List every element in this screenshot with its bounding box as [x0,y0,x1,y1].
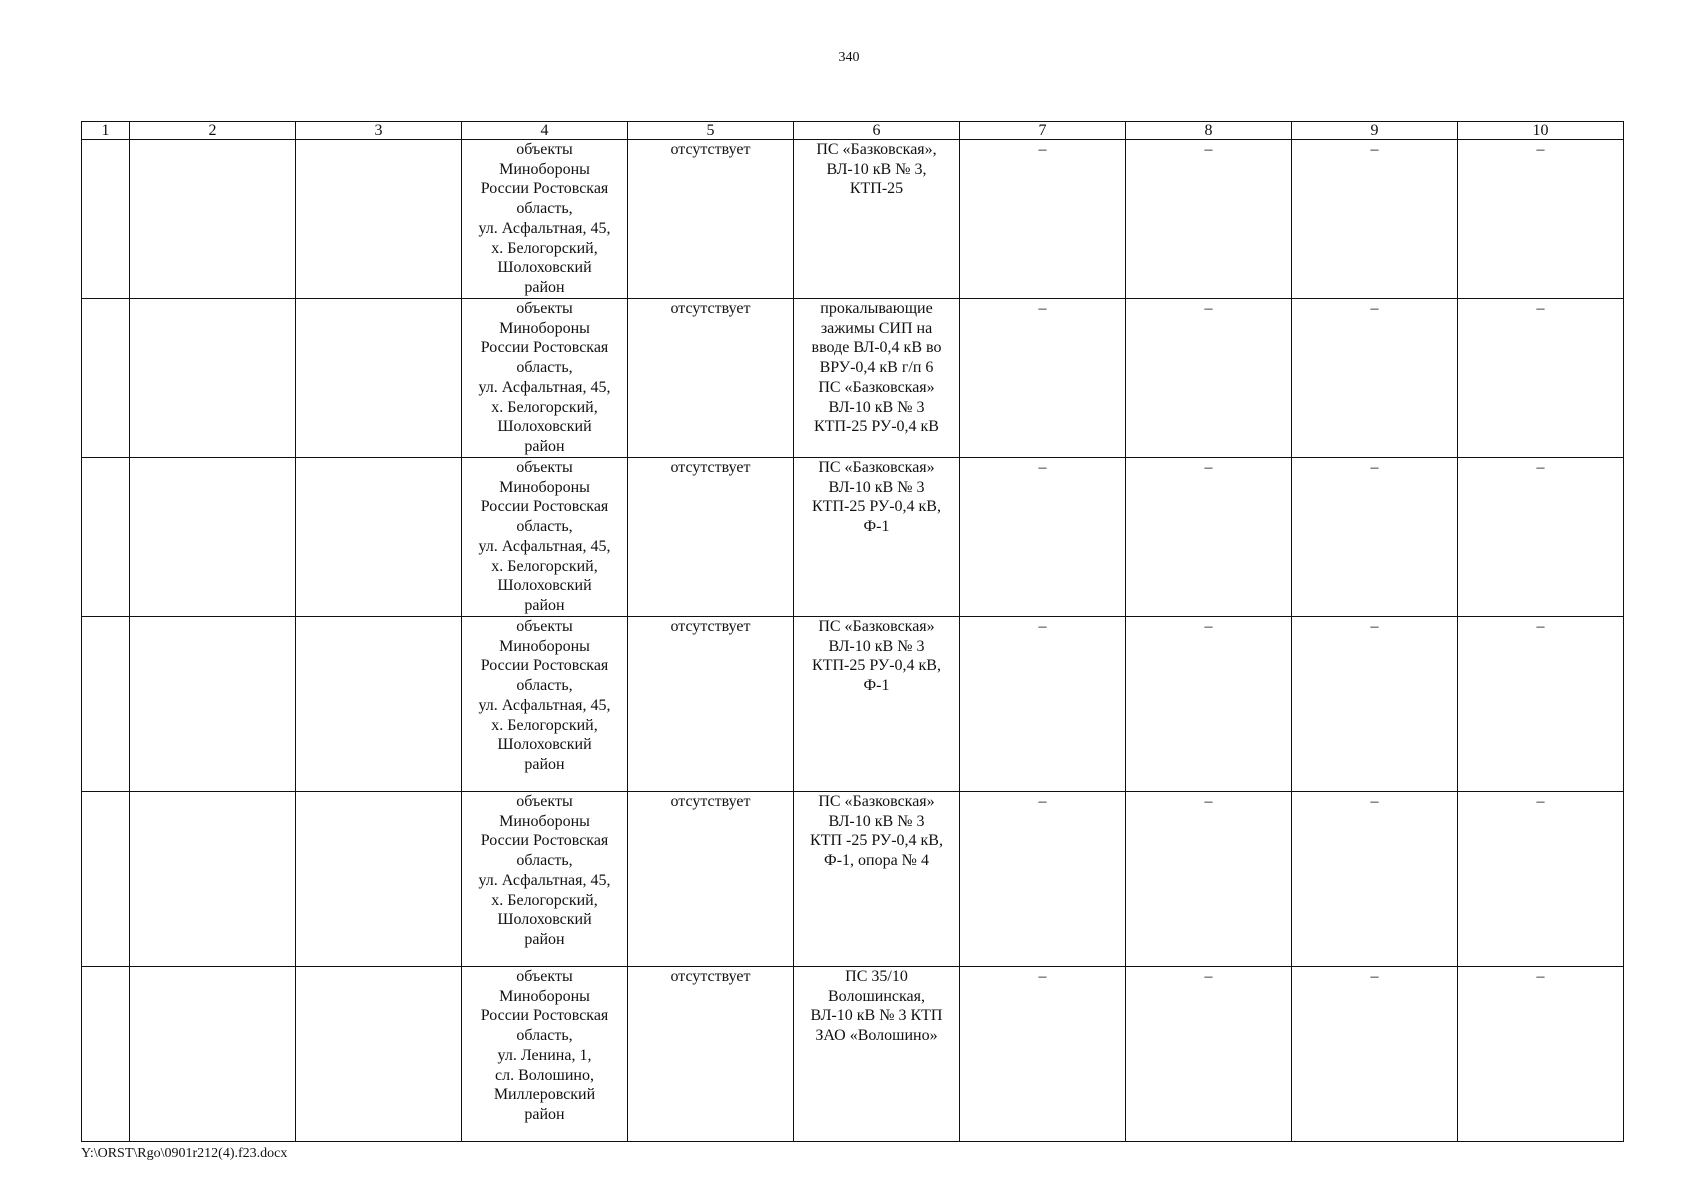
cell-col-5 [628,792,794,967]
cell-line: прокалывающие [820,300,933,317]
header-cell: 1 [82,122,130,140]
empty-cell-col-3 [296,967,462,1142]
cell-text: отсутствует [670,968,751,985]
cell-col-6 [794,458,960,617]
cell-col-7 [960,140,1126,299]
cell-line: район [524,930,565,948]
cell-line: КТП-25 РУ-0,4 кВ, [812,498,941,516]
cell-col-4 [462,792,628,967]
cell-col-7 [960,967,1126,1142]
cell-col-10 [1458,967,1624,1142]
cell-text: отсутствует [670,459,751,476]
cell-text: – [1204,968,1213,985]
cell-col-5 [628,458,794,617]
cell-text: – [1536,793,1545,810]
cell-line: Ф-1 [863,677,890,695]
empty-cell-col-2 [130,792,296,967]
cell-line: ПС «Базковская» [818,793,935,810]
empty-cell-col-3 [296,458,462,617]
cell-text: отсутствует [670,141,751,158]
header-cell: 5 [628,122,794,140]
cell-col-9 [1292,967,1458,1142]
cell-line: КТП -25 РУ-0,4 кВ, [810,832,943,850]
cell-col-8 [1126,617,1292,792]
empty-cell-col-1 [82,792,130,967]
cell-line: сл. Волошино, [495,1066,594,1084]
cell-line: ВЛ-10 кВ № 3 [828,478,925,496]
cell-text: – [1370,618,1379,635]
cell-line: ул. Асфальтная, 45, [478,219,611,237]
cell-text: – [1204,793,1213,810]
cell-col-5 [628,967,794,1142]
cell-line: ул. Асфальтная, 45, [478,537,611,555]
header-cell: 2 [130,122,296,140]
cell-text: – [1370,459,1379,476]
cell-col-4 [462,617,628,792]
cell-line: ПС 35/10 [845,968,908,985]
cell-line: область, [516,677,573,695]
cell-line: ВЛ-10 кВ № 3 [828,398,925,416]
cell-line: России Ростовская [480,832,609,850]
cell-line: ПС «Базковская» [818,378,935,396]
cell-col-5 [628,299,794,458]
cell-line: Ф-1, опора № 4 [824,852,929,870]
header-cell: 9 [1292,122,1458,140]
cell-col-8 [1126,967,1292,1142]
table-row [82,140,1624,299]
cell-col-10 [1458,458,1624,617]
cell-col-8 [1126,792,1292,967]
empty-cell-col-3 [296,140,462,299]
cell-text: – [1536,459,1545,476]
cell-text: – [1536,618,1545,635]
header-cell: 7 [960,122,1126,140]
cell-text: – [1370,300,1379,317]
cell-line: ул. Ленина, 1, [497,1046,592,1064]
cell-line: область, [516,1027,573,1045]
cell-line: КТП-25 РУ-0,4 кВ, [812,657,941,675]
header-cell: 3 [296,122,462,140]
table-row [82,299,1624,458]
cell-line: Миллеровский [493,1086,596,1104]
cell-line: ВЛ-10 кВ № 3 [828,812,925,830]
cell-col-6 [794,617,960,792]
table-row [82,458,1624,617]
cell-line: область, [516,359,573,377]
cell-line: ул. Асфальтная, 45, [478,871,611,889]
cell-line: Минобороны [499,319,590,337]
cell-col-8 [1126,140,1292,299]
cell-col-9 [1292,458,1458,617]
cell-col-10 [1458,299,1624,458]
cell-line: КТП-25 [849,180,904,198]
cell-text: – [1536,968,1545,985]
data-table [81,121,1624,1142]
empty-cell-col-2 [130,140,296,299]
cell-line: ул. Асфальтная, 45, [478,696,611,714]
cell-text: – [1038,618,1047,635]
cell-text: – [1038,459,1047,476]
cell-text: – [1204,141,1213,158]
empty-cell-col-1 [82,299,130,458]
cell-line: Шолоховский [497,911,592,929]
cell-line: ПС «Базковская», [816,141,937,158]
cell-col-7 [960,792,1126,967]
empty-cell-col-2 [130,617,296,792]
cell-text: – [1038,141,1047,158]
cell-line: России Ростовская [480,339,609,357]
cell-line: ВЛ-10 кВ № 3 [828,637,925,655]
cell-text: – [1536,141,1545,158]
empty-cell-col-3 [296,792,462,967]
cell-line: России Ростовская [480,498,609,516]
cell-col-9 [1292,140,1458,299]
table-row [82,617,1624,792]
cell-col-7 [960,617,1126,792]
cell-line: район [524,596,565,614]
cell-col-9 [1292,792,1458,967]
cell-text: – [1204,618,1213,635]
cell-line: х. Белогорский, [491,891,598,909]
cell-col-9 [1292,617,1458,792]
cell-line: Ф-1 [863,518,890,536]
cell-col-5 [628,140,794,299]
cell-line: объекты [516,459,573,476]
cell-col-10 [1458,792,1624,967]
cell-line: область, [516,518,573,536]
header-row [82,122,1624,140]
cell-col-7 [960,458,1126,617]
header-cell: 8 [1126,122,1292,140]
cell-line: х. Белогорский, [491,557,598,575]
empty-cell-col-1 [82,617,130,792]
cell-line: Минобороны [499,637,590,655]
cell-line: х. Белогорский, [491,398,598,416]
cell-line: вводе ВЛ-0,4 кВ во [811,339,942,357]
header-cell: 10 [1458,122,1624,140]
cell-text: – [1204,300,1213,317]
empty-cell-col-3 [296,299,462,458]
header-cell: 4 [462,122,628,140]
cell-col-8 [1126,458,1292,617]
cell-line: России Ростовская [480,1007,609,1025]
cell-line: Шолоховский [497,418,592,436]
cell-line: ВРУ-0,4 кВ г/п 6 [819,359,934,377]
cell-col-5 [628,617,794,792]
cell-line: Шолоховский [497,259,592,277]
cell-text: – [1370,141,1379,158]
footer-file-path: Y:\ORST\Rgo\0901r212(4).f23.docx [81,1146,288,1161]
empty-cell-col-1 [82,967,130,1142]
cell-line: область, [516,200,573,218]
cell-line: ВЛ-10 кВ № 3, [826,160,927,178]
table-body [82,122,1624,1142]
cell-text: – [1038,793,1047,810]
cell-col-6 [794,299,960,458]
cell-text: – [1370,968,1379,985]
cell-line: Шолоховский [497,577,592,595]
empty-cell-col-3 [296,617,462,792]
cell-line: ПС «Базковская» [818,459,935,476]
cell-line: ВЛ-10 кВ № 3 КТП [810,1007,943,1025]
cell-line: Шолоховский [497,736,592,754]
cell-text: – [1204,459,1213,476]
cell-col-6 [794,792,960,967]
empty-cell-col-1 [82,140,130,299]
cell-line: район [524,1105,565,1123]
cell-line: России Ростовская [480,180,609,198]
cell-line: Волошинская, [828,987,925,1005]
cell-line: зажимы СИП на [820,319,933,337]
empty-cell-col-2 [130,967,296,1142]
cell-line: область, [516,852,573,870]
cell-line: х. Белогорский, [491,239,598,257]
cell-line: объекты [516,300,573,317]
cell-text: – [1038,300,1047,317]
cell-text: – [1536,300,1545,317]
cell-col-4 [462,458,628,617]
empty-cell-col-2 [130,299,296,458]
cell-line: КТП-25 РУ-0,4 кВ [814,418,939,436]
cell-line: ул. Асфальтная, 45, [478,378,611,396]
cell-line: район [524,437,565,455]
cell-col-8 [1126,299,1292,458]
cell-col-10 [1458,617,1624,792]
cell-col-6 [794,967,960,1142]
cell-text: отсутствует [670,618,751,635]
header-cell: 6 [794,122,960,140]
cell-line: х. Белогорский, [491,716,598,734]
cell-line: ЗАО «Волошино» [815,1027,938,1045]
cell-col-4 [462,299,628,458]
cell-line: объекты [516,618,573,635]
cell-text: отсутствует [670,793,751,810]
cell-line: Минобороны [499,478,590,496]
cell-text: – [1370,793,1379,810]
cell-col-10 [1458,140,1624,299]
table-row [82,792,1624,967]
cell-line: объекты [516,793,573,810]
cell-col-9 [1292,299,1458,458]
cell-line: район [524,278,565,296]
cell-col-6 [794,140,960,299]
page-number: 340 [838,50,860,65]
cell-line: Минобороны [499,812,590,830]
cell-line: Минобороны [499,160,590,178]
table-row [82,967,1624,1142]
empty-cell-col-1 [82,458,130,617]
cell-text: – [1038,968,1047,985]
cell-col-4 [462,967,628,1142]
cell-line: ПС «Базковская» [818,618,935,635]
cell-col-7 [960,299,1126,458]
cell-line: район [524,755,565,773]
cell-line: Минобороны [499,987,590,1005]
cell-line: России Ростовская [480,657,609,675]
empty-cell-col-2 [130,458,296,617]
cell-line: объекты [516,968,573,985]
cell-line: объекты [516,141,573,158]
cell-col-4 [462,140,628,299]
cell-text: отсутствует [670,300,751,317]
